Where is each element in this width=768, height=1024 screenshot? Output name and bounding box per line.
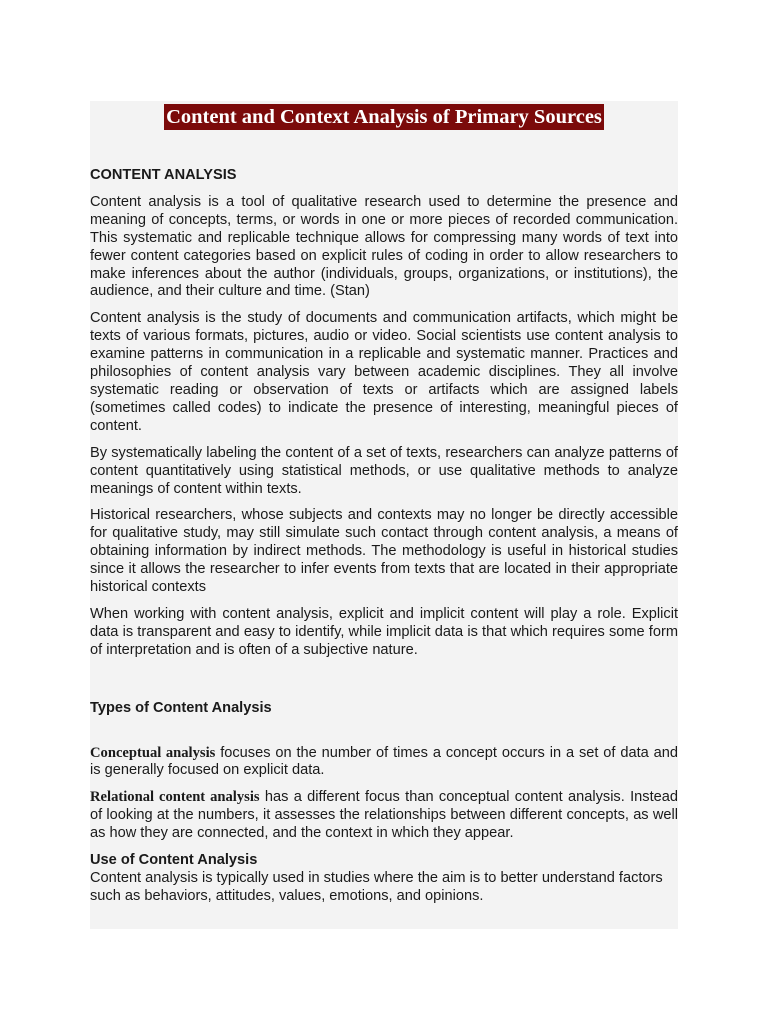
title-wrapper: [90, 104, 678, 130]
paragraph-5: When working with content analysis, explicit and implicit content will play a role. Explicit data is transparent and easy to identify, while implicit data is that which requires some form of interpretation and is often of a subjective nature.: [90, 605, 678, 658]
use-heading: Use of Content Analysis: [90, 852, 258, 869]
section-heading-content-analysis: CONTENT ANALYSIS: [90, 167, 237, 183]
spacer: [90, 718, 678, 745]
document-title: Content and Context Analysis of Primary Sources: [166, 106, 602, 128]
paragraph-3: By systematically labeling the content of a set of texts, researchers can analyze patterns of content quantitatively using statistical methods, or use qualitative methods to analyze meanings of content within texts.: [90, 444, 678, 497]
relational-term: Relational content analysis: [90, 789, 260, 806]
paragraph-2: Content analysis is the study of documents and communication artifacts, which might be texts of various formats, pictures, audio or video. Social scientists use content analysis to examine patterns in communication in a replicable and systematic manner. Practices and philosophies of content analysis vary between academic disciplines. They all involve systematic reading or observation of texts or artifacts which are assigned labels (sometimes called codes) to indicate the presence of interesting, meaningful pieces of content.: [90, 310, 678, 434]
paragraph-1: Content analysis is a tool of qualitative research used to determine the presence and meaning of concepts, terms, or words in one or more pieces of recorded communication. This systematic and replicable technique allows for compressing many words of text into fewer content categories based on explicit rules of coding in order to allow researchers to make inferences about the author (individuals, groups, organizations, or institutions), the audience, and their culture and time. (Stan): [90, 193, 678, 300]
paragraph-4: Historical researchers, whose subjects and contexts may no longer be directly accessible for qualitative study, may still simulate such contact through content analysis, a means of obtaining information by indirect methods. The methodology is useful in historical studies since it allows the researcher to infer events from texts that are located in their appropriate historical contexts: [90, 507, 678, 596]
document-body: [90, 167, 678, 915]
spacer: [90, 660, 678, 700]
conceptual-term: Conceptual analysis: [90, 744, 216, 761]
types-heading: Types of Content Analysis: [90, 699, 272, 716]
conceptual-paragraph: [90, 745, 678, 781]
content-panel: [90, 101, 678, 929]
conceptual-text: focuses on the number of times a concept occurs in a set of data and is generally focused on explicit data.: [90, 744, 678, 779]
use-paragraph: Content analysis is typically used in studies where the aim is to better understand factors such as behaviors, attitudes, values, emotions, and opinions.: [90, 870, 663, 904]
relational-text: has a different focus than conceptual content analysis. Instead of looking at the numbers, it assesses the relationships between different concepts, as well as how they are connected, and the context in which they appear.: [90, 789, 678, 842]
relational-paragraph: [90, 789, 678, 843]
